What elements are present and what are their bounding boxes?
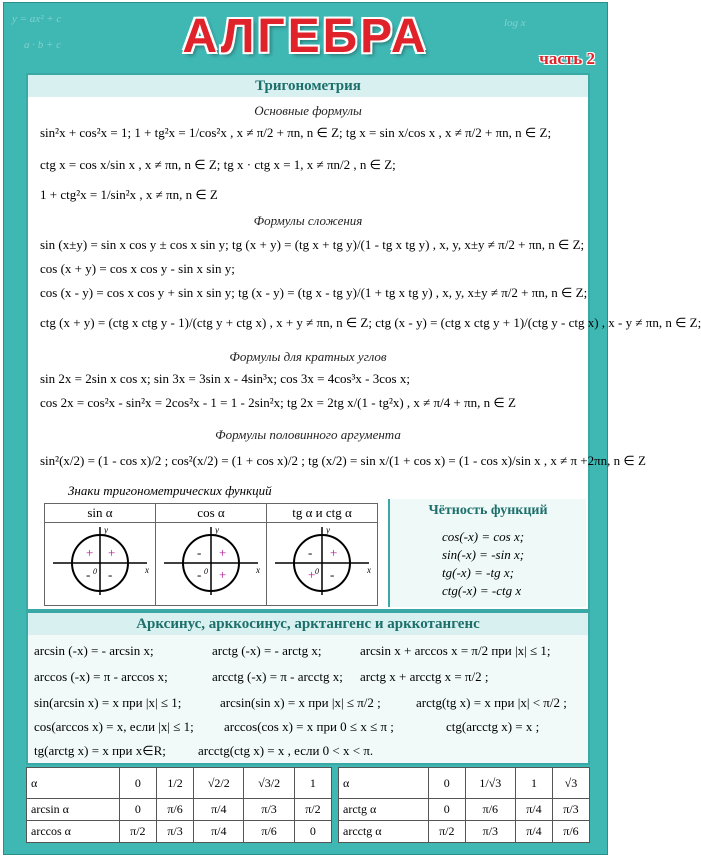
table-cell: 0 (294, 821, 331, 843)
signs-cell (45, 523, 156, 606)
addition-row: cos (x + y) = cos x cos y - sin x sin y; (40, 261, 235, 276)
quadrant-sign: - (330, 567, 335, 582)
page-subtitle: часть 2 (539, 49, 595, 68)
arc-row: arcsin (-x) = - arcsin x; (34, 643, 154, 658)
arc-row: arctg (-x) = - arctg x; (212, 643, 322, 658)
trig-panel (26, 73, 701, 611)
quadrant-sign: - (197, 545, 202, 560)
table-row (339, 821, 590, 843)
arc-row: arcsin(sin x) = x при |x| ≤ π/2 ; (220, 695, 381, 710)
origin-label: 0 (93, 567, 97, 576)
origin-label: 0 (204, 567, 208, 576)
table-cell: 0 (119, 799, 156, 821)
x-axis-label: x (145, 565, 149, 575)
basic-row: 1 + ctg²x = 1/sin²x , x ≠ πn, n ∈ Z (40, 187, 218, 202)
table-cell: π/3 (244, 799, 294, 821)
arc-row: ctg(arcctg x) = x ; (446, 719, 540, 734)
quadrant-sign: + (219, 545, 227, 560)
origin-label: 0 (315, 567, 319, 576)
multiple-title: Формулы для кратных углов (229, 349, 387, 364)
table-row (27, 821, 332, 843)
arcsin-arccos-table (26, 767, 332, 843)
table-cell: arccos α (27, 821, 120, 843)
x-axis-label: x (367, 565, 371, 575)
signs-title: Знаки тригонометрических функций (68, 483, 272, 498)
table-cell: 1/2 (156, 768, 193, 799)
table-cell: √2/2 (194, 768, 244, 799)
arc-row: arcctg(ctg x) = x , если 0 < x < π. (198, 743, 374, 758)
multiple-row: cos 2x = cos²x - sin²x = 2cos²x - 1 = 1 - 2sin²x; tg 2x = 2tg x/(1 - tg²x) , x ≠ π/4 + πn, n ∈ Z (40, 395, 516, 410)
poster (3, 2, 701, 855)
arc-row: arcsin x + arccos x = π/2 при |x| ≤ 1; (360, 643, 551, 658)
parity-row: tg(-x) = -tg x; (442, 565, 514, 580)
arc-row: tg(arctg x) = x при x∈R; (34, 743, 166, 758)
trig-title: Тригонометрия (28, 75, 588, 97)
unit-circle-diagram (267, 523, 377, 601)
table-cell: 0 (428, 799, 465, 821)
quadrant-sign: - (197, 567, 202, 582)
table-cell: π/3 (156, 821, 193, 843)
arc-row: sin(arcsin x) = x при |x| ≤ 1; (34, 695, 182, 710)
quadrant-sign: + (86, 545, 94, 560)
arctg-arcctg-table (338, 767, 590, 843)
table-cell: π/6 (465, 799, 515, 821)
table-header-row (339, 768, 590, 799)
table-cell: π/4 (194, 821, 244, 843)
table-cell: π/6 (244, 821, 294, 843)
quadrant-sign: + (219, 567, 227, 582)
table-cell: arctg α (339, 799, 429, 821)
multiple-row: sin 2x = 2sin x cos x; sin 3x = 3sin x - 4sin³x; cos 3x = 4cos³x - 3cos x; (40, 371, 410, 386)
table-cell: π/2 (294, 799, 331, 821)
y-axis-label: y (104, 525, 108, 535)
decor-formula: y = ax² + c (12, 13, 62, 25)
arc-row: arctg(tg x) = x при |x| < π/2 ; (416, 695, 567, 710)
arc-row: cos(arccos x) = x, если |x| ≤ 1; (34, 719, 194, 734)
table-cell: π/3 (552, 799, 589, 821)
table-cell: α (339, 768, 429, 799)
basic-row: sin²x + cos²x = 1; 1 + tg²x = 1/cos²x , x ≠ π/2 + πn, n ∈ Z; tg x = sin x/cos x , x ≠ π/2 + πn, n ∈ Z; (40, 125, 552, 140)
addition-row: cos (x - y) = cos x cos y + sin x sin y; tg (x - y) = (tg x - tg y)/(1 + tg x tg y) , x, y, x±y ≠ π/2 + πn, n ∈ Z; (40, 285, 588, 300)
arc-title: Арксинус, арккосинус, арктангенс и арккотангенс (28, 613, 588, 635)
table-row (339, 799, 590, 821)
unit-circle-diagram (156, 523, 266, 601)
table-cell: 0 (428, 768, 465, 799)
parity-title: Чётность функций (428, 503, 548, 518)
table-cell: α (27, 768, 120, 799)
table-cell: π/3 (465, 821, 515, 843)
quadrant-sign: + (308, 567, 316, 582)
half-row: sin²(x/2) = (1 - cos x)/2 ; cos²(x/2) = (1 + cos x)/2 ; tg (x/2) = sin x/(1 + cos x) = (1 - cos x)/sin x , x ≠ π +2πn, n ∈ Z (40, 453, 646, 468)
half-title: Формулы половинного аргумента (215, 427, 401, 442)
signs-cell (267, 523, 378, 606)
x-axis-label: x (256, 565, 260, 575)
y-axis-label: y (326, 525, 330, 535)
page-title: АЛГЕБРА (182, 10, 429, 63)
table-cell: 0 (119, 768, 156, 799)
arc-panel (26, 611, 590, 765)
decor-formula: a · b + c (24, 39, 62, 51)
basic-row: ctg x = cos x/sin x , x ≠ πn, n ∈ Z; tg x · ctg x = 1, x ≠ πn/2 , n ∈ Z; (40, 157, 396, 172)
arc-row: arccos (-x) = π - arccos x; (34, 669, 168, 684)
parity-row: sin(-x) = -sin x; (442, 547, 525, 562)
table-cell: arcctg α (339, 821, 429, 843)
arc-row: arctg x + arcctg x = π/2 ; (360, 669, 489, 684)
quadrant-sign: - (86, 567, 91, 582)
table-cell: π/6 (552, 821, 589, 843)
parity-row: cos(-x) = cos x; (442, 529, 525, 544)
y-axis-label: y (215, 525, 219, 535)
unit-circle-diagram (45, 523, 155, 601)
signs-col: tg α и ctg α (267, 504, 378, 523)
parity-box (388, 499, 586, 607)
signs-col: sin α (45, 504, 156, 523)
table-cell: 1/√3 (465, 768, 515, 799)
table-cell: 1 (515, 768, 552, 799)
decor-formula: log x (504, 17, 526, 29)
addition-title: Формулы сложения (253, 213, 363, 228)
arc-row: arcctg (-x) = π - arcctg x; (212, 669, 343, 684)
quadrant-sign: + (330, 545, 338, 560)
table-cell: 1 (294, 768, 331, 799)
parity-row: ctg(-x) = -ctg x (442, 583, 522, 598)
quadrant-sign: + (108, 545, 116, 560)
table-row (27, 799, 332, 821)
table-cell: arcsin α (27, 799, 120, 821)
table-header-row (27, 768, 332, 799)
table-cell: π/2 (428, 821, 465, 843)
addition-row: sin (x±y) = sin x cos y ± cos x sin y; tg (x + y) = (tg x + tg y)/(1 - tg x tg y) , x, y, x±y ≠ π/2 + πn, n ∈ Z; (40, 237, 585, 252)
quadrant-sign: - (108, 567, 113, 582)
signs-col: cos α (156, 504, 267, 523)
table-cell: π/2 (119, 821, 156, 843)
signs-cell (156, 523, 267, 606)
quadrant-sign: - (308, 545, 313, 560)
table-cell: π/4 (515, 799, 552, 821)
table-cell: π/4 (515, 821, 552, 843)
signs-table (44, 503, 378, 606)
basic-title: Основные формулы (254, 103, 362, 118)
table-cell: π/4 (194, 799, 244, 821)
table-cell: π/6 (156, 799, 193, 821)
arc-row: arccos(cos x) = x при 0 ≤ x ≤ π ; (224, 719, 394, 734)
table-cell: √3/2 (244, 768, 294, 799)
table-cell: √3 (552, 768, 589, 799)
addition-row: ctg (x + y) = (ctg x ctg y - 1)/(ctg y + ctg x) , x + y ≠ πn, n ∈ Z; ctg (x - y) = (ctg x ctg y + 1)/(ctg y - ctg x) , x - y ≠ πn, n ∈ Z; (40, 315, 701, 330)
